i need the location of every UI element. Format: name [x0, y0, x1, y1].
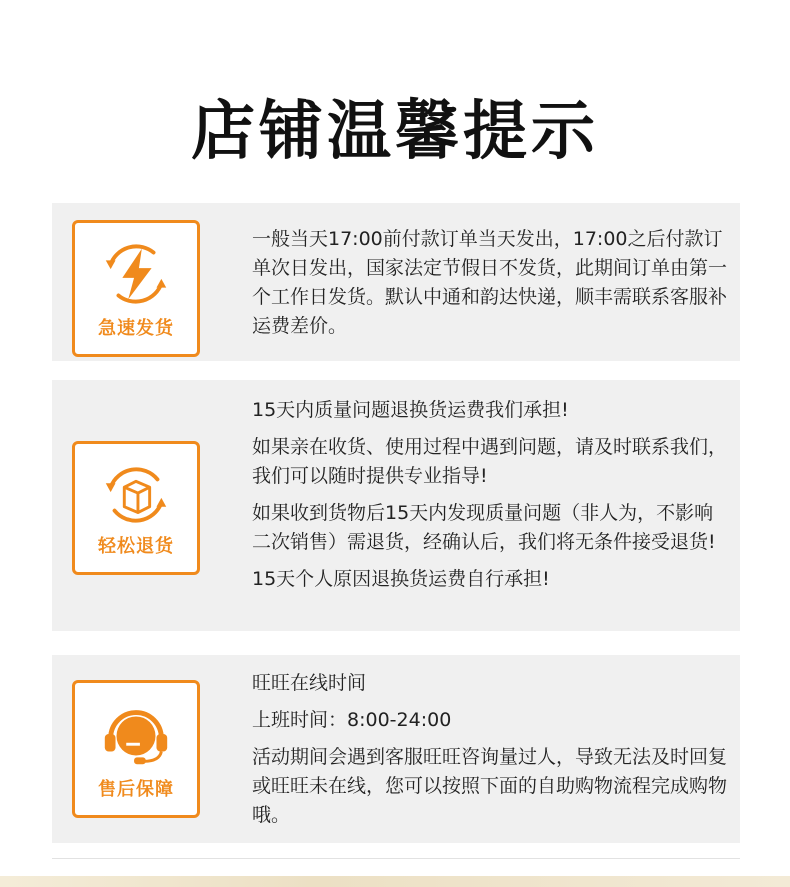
fast-shipping-badge	[72, 220, 200, 357]
section-fast-shipping	[52, 203, 740, 361]
after-sales-label: 售后保障	[98, 779, 174, 800]
fast-shipping-text	[252, 225, 730, 341]
lightning-cycle-icon	[97, 235, 175, 313]
return-policy-text: 15天内质量问题退换货运费我们承担!	[252, 399, 569, 421]
service-hours-heading: 旺旺在线时间	[252, 672, 367, 694]
service-note-text: 活动期间会遇到客服旺旺咨询量过人，导致无法及时回复或旺旺未在线，您可以按照下面的自助购物流程完成购物哦。	[252, 746, 728, 826]
after-sales-text	[252, 669, 730, 838]
bottom-decoration	[0, 876, 790, 887]
section-easy-return	[52, 380, 740, 631]
page-title: 店铺温馨提示	[191, 95, 599, 169]
section-after-sales	[52, 655, 740, 843]
service-hours-text: 上班时间：8:00-24:00	[252, 709, 452, 731]
box-cycle-icon	[97, 456, 175, 534]
easy-return-label: 轻松退货	[98, 536, 174, 557]
easy-return-badge	[72, 441, 200, 575]
fast-shipping-label: 急速发货	[98, 318, 174, 339]
headset-icon	[97, 695, 175, 773]
divider	[52, 858, 740, 859]
return-policy-text: 如果亲在收货、使用过程中遇到问题，请及时联系我们，我们可以随时提供专业指导!	[252, 436, 728, 487]
return-policy-text: 15天个人原因退换货运费自行承担!	[252, 568, 550, 590]
shipping-policy-text: 一般当天17:00前付款订单当天发出，17:00之后付款订单次日发出，国家法定节假日不发货，此期间订单由第一个工作日发货。默认中通和韵达快递，顺丰需联系客服补运费差价。	[252, 228, 728, 337]
after-sales-badge	[72, 680, 200, 818]
return-policy-text: 如果收到货物后15天内发现质量问题（非人为，不影响二次销售）需退货，经确认后，我们将无条件接受退货!	[252, 502, 716, 553]
easy-return-text	[252, 396, 730, 602]
